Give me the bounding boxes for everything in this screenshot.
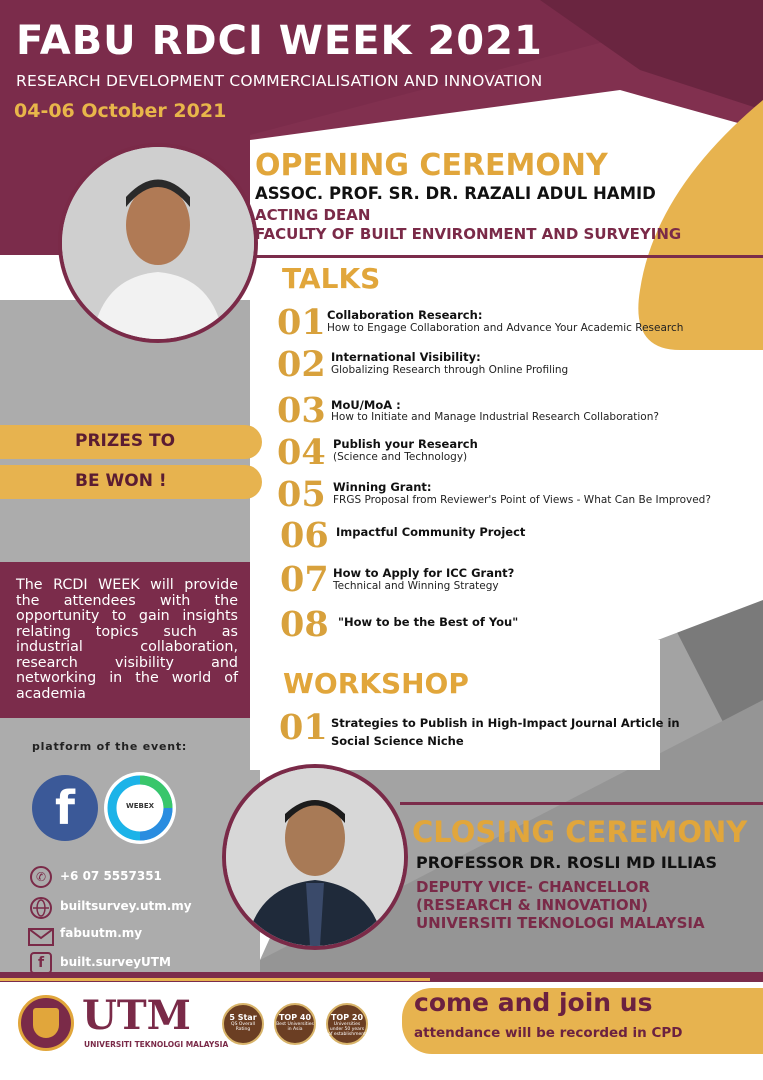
prize-text-line2: BE WON ! (75, 471, 167, 491)
ranking-badge (326, 1003, 368, 1045)
talk-number: 08 (280, 604, 329, 645)
talk-item (280, 559, 329, 600)
facebook-small-icon: f (30, 952, 52, 974)
closing-speaker-role: DEPUTY VICE- CHANCELLOR (416, 878, 650, 896)
talk-title: Impactful Community Project (336, 525, 526, 539)
facebook-letter: f (54, 781, 75, 835)
badge-title: TOP 20 (330, 1013, 364, 1022)
talks-heading: TALKS (282, 262, 381, 295)
utm-logo-text: UTM (82, 992, 191, 1039)
talk-title: Winning Grant: (333, 480, 432, 494)
talk-title: International Visibility: (331, 350, 481, 364)
talk-item (277, 474, 326, 515)
talk-subtitle: FRGS Proposal from Reviewer's Point of Views - What Can Be Improved? (333, 494, 711, 506)
talk-number: 05 (277, 474, 326, 515)
ranking-badge (222, 1003, 264, 1045)
opening-speaker-photo (58, 143, 258, 343)
talk-subtitle: (Science and Technology) (333, 451, 468, 463)
talk-item (277, 344, 326, 385)
talk-number: 03 (277, 390, 326, 431)
speaker-portrait-icon (226, 768, 404, 946)
facebook-icon[interactable] (32, 775, 98, 841)
workshop-number: 01 (279, 707, 328, 748)
mail-icon (28, 928, 54, 946)
platform-label: platform of the event: (32, 740, 188, 753)
event-subtitle: RESEARCH DEVELOPMENT COMMERCIALISATION AND INNOVATION (16, 72, 543, 90)
join-text: come and join us (414, 988, 653, 1017)
phone-icon: ✆ (30, 866, 52, 888)
workshop-title-line2: Social Science Niche (331, 734, 464, 748)
contact-email[interactable]: fabuutm.my (60, 926, 143, 940)
contact-facebook[interactable]: built.surveyUTM (60, 955, 171, 969)
talk-number: 07 (280, 559, 329, 600)
talk-item (280, 604, 329, 645)
contact-website[interactable]: builtsurvey.utm.my (60, 899, 192, 913)
talk-title: Collaboration Research: (327, 308, 483, 322)
talk-title: "How to be the Best of You" (338, 615, 519, 629)
opening-speaker-role: ACTING DEAN (255, 206, 371, 224)
webex-label: WEBEX (125, 802, 155, 810)
talk-subtitle: Globalizing Research through Online Profiling (331, 364, 569, 376)
webex-icon[interactable] (104, 772, 176, 844)
talk-number: 06 (280, 515, 329, 556)
talk-title: How to Apply for ICC Grant? (333, 566, 515, 580)
opening-ceremony-heading: OPENING CEREMONY (255, 148, 608, 183)
utm-crest-icon (18, 995, 74, 1051)
closing-speaker-division: (RESEARCH & INNOVATION) (416, 896, 648, 914)
talk-item (277, 432, 326, 473)
talk-item (280, 515, 329, 556)
talk-title: MoU/MoA : (331, 398, 401, 412)
globe-icon (30, 897, 52, 919)
opening-speaker-name: ASSOC. PROF. SR. DR. RAZALI ADUL HAMID (255, 184, 656, 203)
closing-speaker-photo (222, 764, 408, 950)
workshop-title-line1: Strategies to Publish in High-Impact Journal Article in (331, 716, 680, 730)
utm-full-name: UNIVERSITI TEKNOLOGI MALAYSIA (84, 1040, 229, 1049)
badge-title: 5 Star (229, 1013, 257, 1022)
speaker-portrait-icon (62, 147, 254, 339)
event-title: FABU RDCI WEEK 2021 (16, 18, 543, 64)
talk-item (277, 390, 326, 431)
talk-subtitle: How to Initiate and Manage Industrial Research Collaboration? (331, 411, 659, 423)
cpd-text: attendance will be recorded in CPD (414, 1025, 683, 1041)
badge-subtitle: Universities under 50 years of establishment (328, 1022, 366, 1037)
talk-subtitle: How to Engage Collaboration and Advance Your Academic Research (327, 322, 684, 334)
workshop-heading: WORKSHOP (283, 667, 469, 700)
badge-subtitle: Best Universities in Asia (276, 1022, 314, 1032)
talk-subtitle: Technical and Winning Strategy (333, 580, 499, 592)
closing-ceremony-heading: CLOSING CEREMONY (412, 815, 748, 849)
closing-speaker-name: PROFESSOR DR. ROSLI MD ILLIAS (416, 853, 718, 872)
closing-speaker-university: UNIVERSITI TEKNOLOGI MALAYSIA (416, 914, 705, 932)
talk-title: Publish your Research (333, 437, 478, 451)
contact-phone[interactable]: +6 07 5557351 (60, 869, 162, 883)
opening-speaker-faculty: FACULTY OF BUILT ENVIRONMENT AND SURVEYING (255, 225, 682, 243)
talk-number: 01 (277, 302, 326, 343)
talk-number: 04 (277, 432, 326, 473)
ranking-badge (274, 1003, 316, 1045)
prize-text-line1: PRIZES TO (75, 431, 176, 451)
event-description: The RCDI WEEK will provide the attendees with the opportunity to gain insights relating topics such as industrial collaboration, research visibility and networking in the world of academia (16, 577, 238, 702)
event-dates: 04-06 October 2021 (14, 100, 227, 122)
talk-item (277, 302, 326, 343)
badge-subtitle: QS Overall Rating (231, 1022, 255, 1032)
talk-number: 02 (277, 344, 326, 385)
badge-title: TOP 40 (278, 1013, 312, 1022)
